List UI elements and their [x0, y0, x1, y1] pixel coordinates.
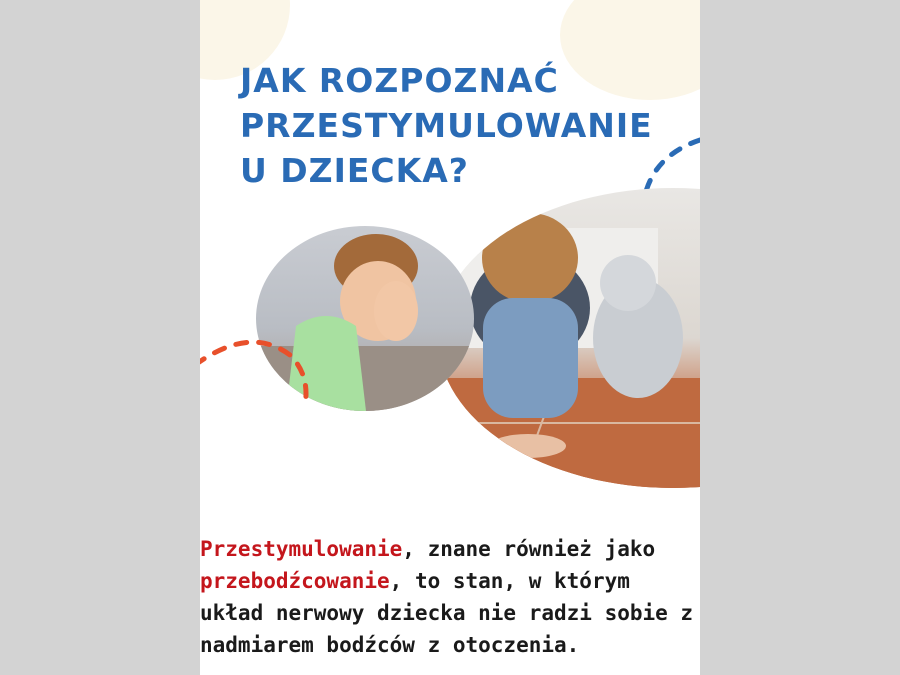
description-line-4: nadmiarem bodźców z otoczenia. [200, 633, 580, 657]
poster-page [200, 0, 700, 675]
title-line-3: U DZIECKA? [240, 151, 469, 190]
description-text-1: , znane również jako [402, 537, 656, 561]
description-line-3: układ nerwowy dziecka nie radzi sobie z [200, 601, 694, 625]
title-line-2: PRZESTYMULOWANIE [240, 106, 653, 145]
decor-dashed-curve-red [200, 320, 340, 430]
title-line-1: JAK ROZPOZNAĆ [240, 61, 559, 100]
term-przebodzcowanie: przebodźcowanie [200, 569, 390, 593]
term-przestymulowanie: Przestymulowanie [200, 537, 403, 561]
description-text-2: , to stan, w którym [389, 569, 630, 593]
description-paragraph [200, 533, 700, 661]
page-title [240, 58, 653, 193]
photo-child-sitting-with-toy [438, 188, 700, 488]
